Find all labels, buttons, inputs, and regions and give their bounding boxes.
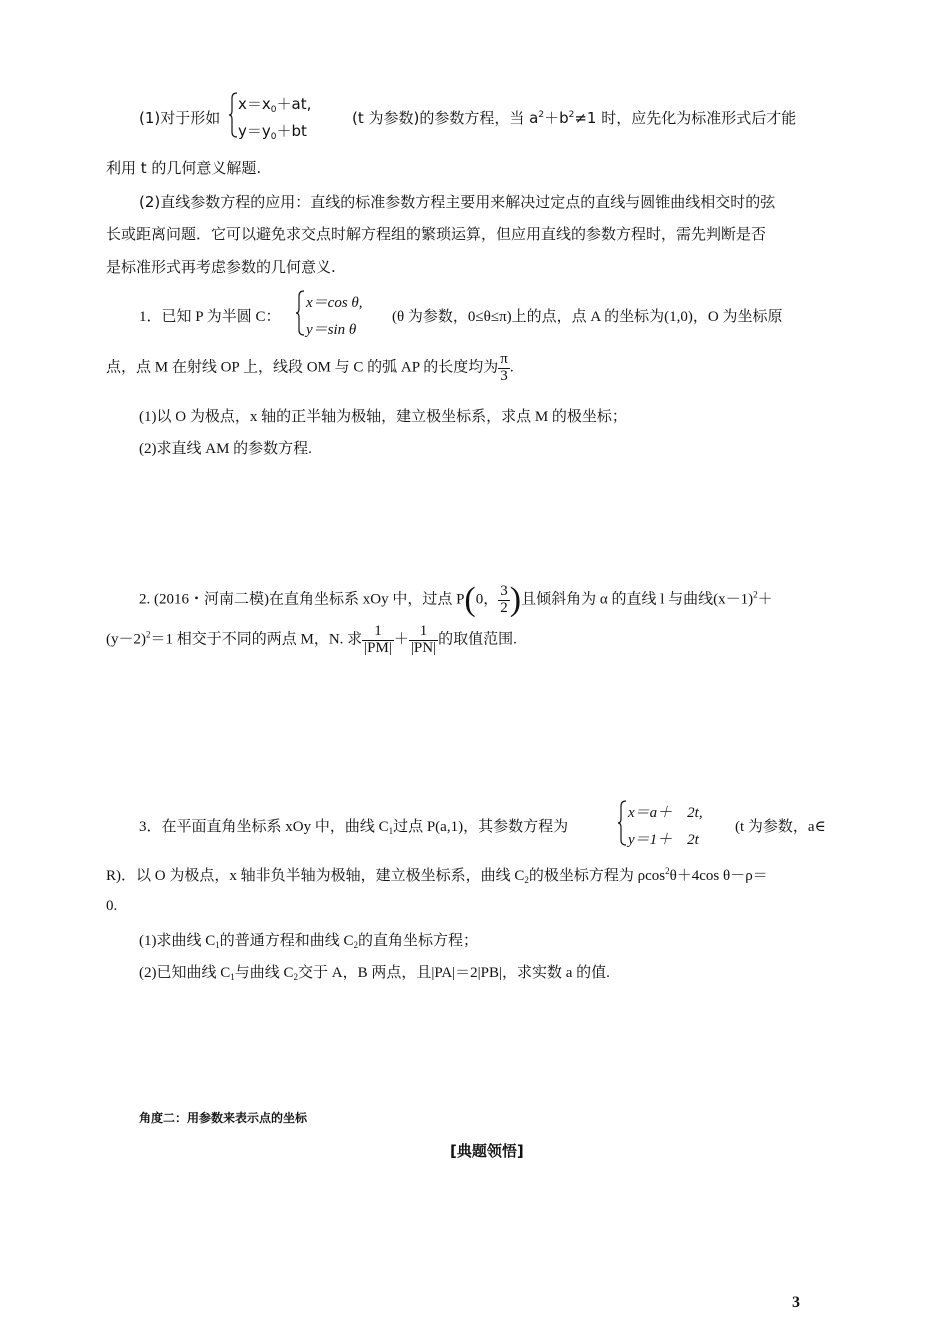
section-title: [典题领悟] <box>450 1142 524 1160</box>
angle-heading: 角度二：用参数来表示点的坐标 <box>139 1111 308 1125</box>
note2-line2: 长或距离问题．它可以避免求交点时解方程组的繁琐运算，但应用直线的参数方程时，需先判断是否 <box>106 225 767 243</box>
fraction: $\frac{1}{|PN|}$ <box>410 623 437 656</box>
p1-line2: 点，点 M 在射线 OP 上，线段 OM 与 C 的弧 AP 的长度均为 $\frac{\pi}{3}$ . <box>106 351 514 384</box>
p2-line2: $(y-2)^2=1$ 相交于不同的两点 M，N. 求 $\frac{1}{|PM|}$ ＋ $\frac{1}{|PN|}$ 的取值范围. <box>106 623 517 656</box>
brace-icon <box>295 290 305 336</box>
p3-question2: (2)已知曲线 $C_1$与曲线 $C_2$交于 A，B 两点，且|PA|＝2|PB|，求实数 a 的值. <box>139 965 610 982</box>
p3-prefix: 3．在平面直角坐标系 xOy 中，曲线 $C_1$过点 P(a,1)，其参数方程为 <box>139 819 569 836</box>
p3-system-line1: x＝a＋ 2t, <box>628 805 703 821</box>
fraction: $\frac{\pi}{3}$ <box>500 351 508 384</box>
brace-icon <box>617 800 627 846</box>
fraction: $\frac{1}{|PM|}$ <box>364 623 392 656</box>
note1-line2: 利用 t 的几何意义解题. <box>106 159 262 177</box>
p1-prefix: 1．已知 P 为半圆 C： <box>139 309 281 325</box>
note1-prefix: (1)对于形如 <box>139 109 221 127</box>
p3-line2: R)．以 O 为极点，x 轴非负半轴为极轴，建立极坐标系，曲线 $C_2$的极坐标方程为 ρcos$^2$θ＋4cos θ－ρ＝ <box>106 866 768 885</box>
p1-system-line1: x＝cos θ, <box>306 295 363 311</box>
p3-question1: (1)求曲线 $C_1$的普通方程和曲线 $C_2$的直角坐标方程； <box>139 933 479 950</box>
note1-after: (t 为参数)的参数方程，当 $a^2+b^2\ne 1$ 时，应先化为标准形式后才能 <box>352 109 797 127</box>
p3-after: (t 为参数，a∈ <box>735 819 826 835</box>
fraction: $\frac{3}{2}$ <box>500 582 508 616</box>
brace-icon <box>228 92 238 138</box>
p1-after: (θ 为参数，0≤θ≤π)上的点，点 A 的坐标为(1,0)，O 为坐标原 <box>392 309 783 325</box>
p2-line1: 2. (2016・河南二模)在直角坐标系 xOy 中，过点 P(0， $\frac{3}{2}$ )且倾斜角为 α 的直线 l 与曲线$(x-1)^2+$ <box>139 581 773 618</box>
p1-system-line2: y＝sin θ <box>306 322 357 338</box>
p1-question2: (2)求直线 AM 的参数方程. <box>139 441 312 457</box>
note2-line3: 是标准形式再考虑参数的几何意义. <box>106 258 336 276</box>
p3-line3: 0. <box>106 898 118 914</box>
p3-system-line2: y＝1＋ 2t <box>628 832 699 848</box>
note2-line1: (2)直线参数方程的应用：直线的标准参数方程主要用来解决过定点的直线与圆锥曲线相交时的弦 <box>139 193 776 211</box>
page-number: 3 <box>792 1294 800 1311</box>
note1-system-line1: $x=x_0+at$, <box>238 95 312 115</box>
p1-question1: (1)以 O 为极点，x 轴的正半轴为极轴，建立极坐标系，求点 M 的极坐标； <box>139 409 627 425</box>
note1-system-line2: $y=y_0+bt$ <box>238 122 307 142</box>
